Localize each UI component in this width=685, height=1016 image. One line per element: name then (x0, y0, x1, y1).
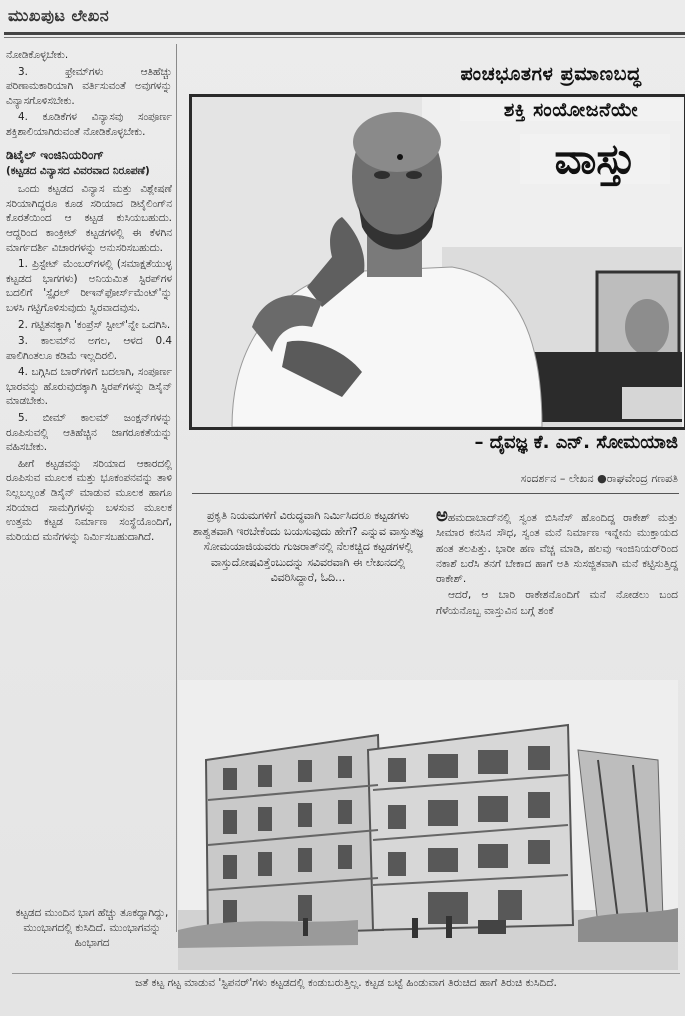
byline-rule (192, 493, 679, 494)
column-divider (176, 44, 177, 932)
left-paragraph: ಹೀಗೆ ಕಟ್ಟಡವನ್ನು ಸರಿಯಾದ ಆಕಾರದಲ್ಲಿ ರೂಪಿಸುವ ಮೂಲಕ ಮತ್ತು ಭೂಕಂಪನವನ್ನು ತಾಳಿ ನಿಲ್ಲಬಲ್ಲಂತೆ ಡಿಸೈನ್ ಮಾಡುವ ಮೂಲಕ ಹಾಗೂ ಸರಿಯಾದ ಸಾಮಗ್ರಿಗಳನ್ನು ಬಳಸುವ ಮೂಲಕ ಉತ್ತಮ ಕಟ್ಟಡ ನಿರ್ಮಾಣ ಸಂಸ್ಥೆಯೊಂದಿಗೆ, ಮರಿಯದ ಮನೆಗಳನ್ನು ನಿರ್ಮಿಸಬಹುದಾಗಿದೆ. (6, 457, 172, 543)
header-rule-thin (4, 37, 685, 38)
intro-blurb: ಪ್ರಕೃತಿ ನಿಯಮಗಳಿಗೆ ವಿರುದ್ಧವಾಗಿ ನಿರ್ಮಿಸಿದರೂ ಕಟ್ಟಡಗಳು ಶಾಶ್ವತವಾಗಿ ಇರಬೇಕೆಂದು ಬಯಸುವುದು ಹೇಗೆ? ಎನ್ನುವ ವಾಸ್ತುತಜ್ಞ ಸೋಮಯಾಜಿಯವರು ಗುಜರಾತ್‌ನಲ್ಲಿ ನೆಲಕಚ್ಚಿದ ಕಟ್ಟಡಗಳಲ್ಲಿ ವಾಸ್ತುದೋಷವಿತ್ತೆಂಬುದನ್ನು ಸವಿವರವಾಗಿ ಈ ಲೇಖನದಲ್ಲಿ ವಿವರಿಸಿದ್ದಾರೆ, ಓದಿ... (193, 509, 423, 585)
right-paragraph (436, 505, 678, 587)
header-rule (4, 32, 685, 35)
section-title: ಮುಖಪುಟ ಲೇಖನ (8, 6, 110, 25)
building-illustration (178, 680, 678, 970)
left-subheading: ಡಿಟೈಲ್ ಇಂಜಿನಿಯರಿಂಗ್ (6, 147, 105, 162)
right-paragraph-text: ಹಮದಾಬಾದ್‌ನಲ್ಲಿ ಸ್ವಂತ ಬಿಸಿನೆಸ್ ಹೊಂದಿದ್ದ ರಾಕೇಶ್ ಮತ್ತು ಸೀಮಾರ ಕನಸಿನ ಸೌಧ, ಸ್ವಂತ ಮನೆ ನಿರ್ಮಾಣ ಇನ್ನೇನು ಮುಕ್ತಾಯದ ಹಂತ ತಲಪಿತ್ತು. ಭಾರೀ ಹಣ ವೆಚ್ಚ ಮಾಡಿ, ಹಲವು ಇಂಜಿನಿಯರ್‌ರಿಂದ ನಕಾಶೆ ಬರೆಸಿ ತನಗೆ ಬೇಕಾದ ಹಾಗೆ ಅತಿ ಸುಸಜ್ಜಿತವಾಗಿ ಮನೆ ಕಟ್ಟಿಸುತ್ತಿದ್ದ ರಾಕೇಶ್. (436, 512, 678, 586)
left-paragraph: 1. ಪ್ರಿಸ್ಟೇಟ್ ಮೆಂಬರ್‌ಗಳಲ್ಲಿ (ಸಮಾಕ್ಷತೆಯುಳ್ಳ ಕಟ್ಟಡದ ಭಾಗಗಳು) ಅನಿಯಮಿತ ಸ್ಟಿರಪ್‌ಗಳ ಬದಲಿಗೆ 'ಸ್ಪೈರಲ್ ರೀಇನ್‌ಫೋರ್ಸ್‌ಮೆಂಟ್'ನ್ನು ಬಳಸಿ ಗಟ್ಟಿಗೊಳಿಸುವುದು ಸ್ವಿರವಾದವುಸು. (6, 258, 172, 314)
collapsed-building-photo (178, 680, 678, 970)
left-subnote: (ಕಟ್ಟಡದ ವಿನ್ಯಾಸದ ವಿವರವಾದ ನಿರೂಪಣೆ) (6, 164, 150, 177)
headline-title: ವಾಸ್ತು (520, 134, 670, 184)
right-paragraph: ಆದರೆ, ಆ ಬಾರಿ ರಾಕೇಶನೊಂದಿಗೆ ಮನೆ ನೋಡಲು ಬಂದ ಗೆಳೆಯನೊಬ್ಬ ವಾಸ್ತುವಿನ ಬಗ್ಗೆ ಶಂಕೆ (436, 589, 678, 617)
left-paragraph: ಒಂದು ಕಟ್ಟಡದ ವಿನ್ಯಾಸ ಮತ್ತು ವಿಶ್ಲೇಷಣೆ ಸರಿಯಾಗಿದ್ದರೂ ಕೂಡ ಸರಿಯಾದ ಡಿಟೈಲಿಂಗ್‌ನ ಕೊರತೆಯಿಂದ ಆ ಕಟ್ಟಡ ಕುಸಿಯಬಹುದು. ಆದ್ದರಿಂದ ಕಾಂಕ್ರೀಟ್ ಕಟ್ಟಡಗಳಲ್ಲಿ ಈ ಕೆಳಗಿನ ಮಾರ್ಗದರ್ಶಿ ವಿಚಾರಗಳನ್ನು ಅನುಸರಿಸಬಹುದು. (6, 183, 172, 254)
photo-caption-side: ಕಟ್ಟಡದ ಮುಂದಿನ ಭಾಗ ಹೆಚ್ಚು ತೂಕದ್ದಾಗಿದ್ದು, ಮುಂಭಾಗದಲ್ಲಿ ಕುಸಿದಿದೆ. ಮುಂಭಾಗವನ್ನು ಹಿಂಭಾಗದ (15, 907, 169, 949)
left-paragraph: 4. ಕೂಡಿಕೆಗಳ ವಿನ್ಯಾಸವು ಸಂಪೂರ್ಣ ಶಕ್ತಿಶಾಲಿಯಾಗಿರುವಂತೆ ನೋಡಿಕೊಳ್ಳಬೇಕು. (6, 111, 172, 138)
left-paragraph: 3. ಕಾಲಮ್‌ನ ಅಗಲ, ಆಳದ 0.4 ಪಾಲಿಗಿಂತಲೂ ಕಡಿಮೆ ಇಲ್ಲದಿರಲಿ. (6, 335, 172, 362)
left-paragraph: ನೋಡಿಕೊಳ್ಳಬೇಕು. (6, 49, 69, 61)
interview-credit: ಸಂದರ್ಶನ – ಲೇಖನ ●ರಾಘವೇಂದ್ರ ಗಣಪತಿ (520, 472, 678, 485)
left-paragraph: 3. ಫ್ರೇಮ್‌ಗಳು ಆತಿಹೆಚ್ಚು ಪರಿಣಾಮಕಾರಿಯಾಗಿ ವರ್ತಿಸುವಂತೆ ಅವುಗಳನ್ನು ವಿನ್ಯಾಸಗೊಳಿಸಬೇಕು. (6, 65, 172, 107)
right-column (436, 505, 678, 620)
drop-cap: ಅ (436, 505, 448, 526)
left-paragraph: 4. ಬಗ್ಗಿಸಿದ ಬಾರ್‌ಗಳಿಗೆ ಬದಲಾಗಿ, ಸಂಪೂರ್ಣ ಭಾರವನ್ನು ಹೊರುವುದಕ್ಕಾಗಿ ಸ್ಟಿರಪ್‌ಗಳನ್ನು ಡಿಸೈನ್ ಮಾಡಬೇಕು. (6, 366, 172, 408)
photo-caption-bottom: ಜತೆ ಕಟ್ಟ ಗಟ್ಟ ಮಾಡುವ 'ಸ್ಟಿಪನರ್'ಗಳು ಕಟ್ಟಡದಲ್ಲಿ ಕಂಡುಬರುತ್ತಿಲ್ಲ. ಕಟ್ಟಡ ಬಟ್ಟೆ ಹಿಂಡುವಾಗ ತಿರುಚಿದ ಹಾಗೆ ತಿರುಚಿ ಕುಸಿದಿದೆ. (12, 973, 680, 990)
left-paragraph: 2. ಗಟ್ಟಿತನಕ್ಕಾಗಿ 'ಕಂಪ್ರೆಸ್ ಸ್ಟೀಲ್'ನ್ನೇ ಒದಗಿಸಿ. (18, 318, 171, 331)
left-column (6, 48, 172, 928)
author-name: – ದೈವಜ್ಞ ಕೆ. ಎನ್. ಸೋಮಯಾಜಿ (474, 432, 678, 453)
left-paragraph: 5. ಬೀಮ್ ಕಾಲಮ್ ಜಂಕ್ಷನ್‌ಗಳನ್ನು ರೂಪಿಸುವಲ್ಲಿ ಆತಿಹೆಚ್ಚಿನ ಜಾಗರೂಕತೆಯನ್ನು ವಹಿಸಬೇಕು. (6, 412, 172, 454)
headline-line2: ಶಕ್ತಿ ಸಂಯೋಜನೆಯೇ (460, 99, 682, 121)
headline-line1: ಪಂಚಭೂತಗಳ ಪ್ರಮಾಣಬದ್ಧ (460, 63, 642, 85)
